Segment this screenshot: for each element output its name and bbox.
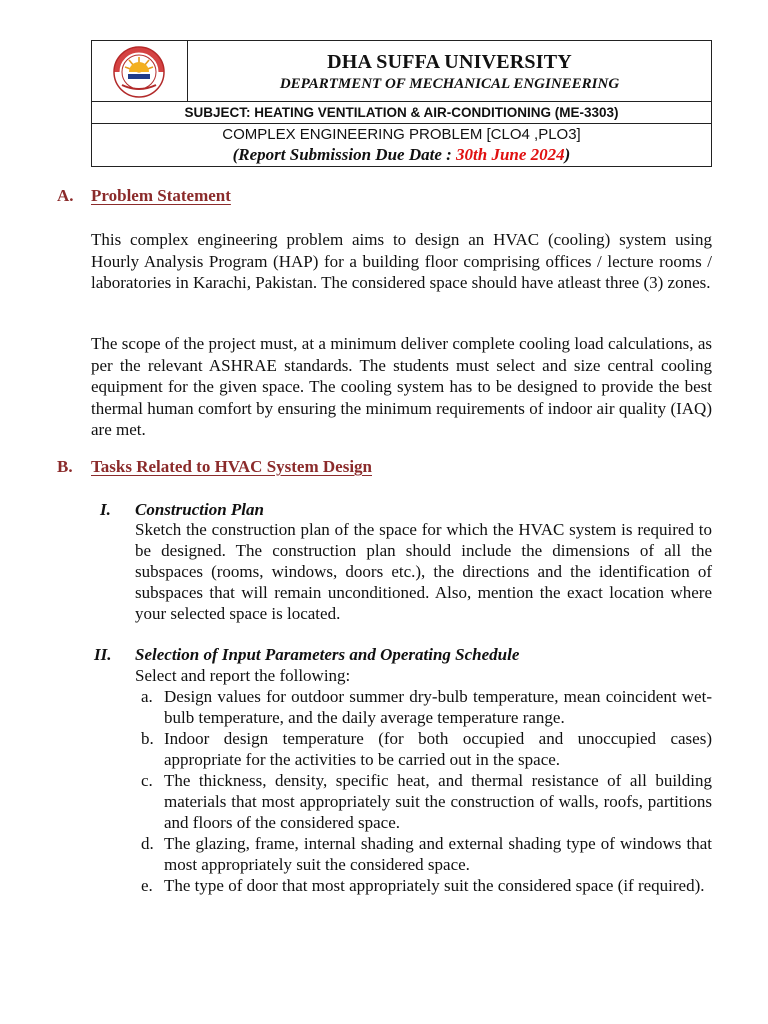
cep-row (92, 123, 711, 167)
task-1-body: Sketch the construction plan of the space for which the HVAC system is required to be designed. The construction plan should include the dimensions of all the subspaces (rooms, windows, doors etc.), the directions and the identification of subspaces that will remain unconditioned. Also, mention the exact location where your selected space is located. (135, 520, 712, 623)
list-item (135, 833, 712, 875)
section-b-label: B. (57, 457, 73, 476)
title-cell (188, 41, 711, 101)
problem-paragraph-1 (91, 229, 712, 294)
task-1-numeral: I. (100, 500, 111, 519)
problem-paragraph-2 (91, 333, 712, 441)
item-marker: c. (141, 771, 153, 790)
item-text: The type of door that most appropriately suit the considered space (if required). (164, 876, 705, 895)
paragraph-text: This complex engineering problem aims to design an HVAC (cooling) system using Hourly Analysis Program (HAP) for a building floor comprising offices / lecture rooms / laboratories in Karachi, Pakistan. The considered space should have atleast three (3) zones. (91, 230, 712, 292)
task-1-title: Construction Plan (135, 500, 264, 519)
item-text: The thickness, density, specific heat, and thermal resistance of all building materials that most appropriately suit the construction of walls, roofs, partitions and floors of the considered space. (164, 771, 712, 832)
paragraph-text: The scope of the project must, at a minimum deliver complete cooling load calculations, as per the relevant ASHRAE standards. The students must select and size central cooling equipment for the given space. The cooling system has to be designed to provide the best thermal human comfort by ensuring the minimum requirements of indoor air quality (IAQ) are met. (91, 334, 712, 439)
subject-line: SUBJECT: HEATING VENTILATION & AIR-CONDITIONING (ME-3303) (92, 102, 711, 124)
item-marker: b. (141, 729, 154, 748)
item-text: Design values for outdoor summer dry-bulb temperature, mean coincident wet-bulb temperature, and the daily average temperature range. (164, 687, 712, 727)
department-name: DEPARTMENT OF MECHANICAL ENGINEERING (279, 76, 620, 92)
task-2-title: Selection of Input Parameters and Operating Schedule (135, 645, 520, 664)
university-name: DHA SUFFA UNIVERSITY (327, 51, 572, 73)
list-item (135, 686, 712, 728)
due-prefix: (Report Submission Due Date : (232, 145, 457, 164)
item-text: The glazing, frame, internal shading and external shading type of windows that most appropriately suit the considered space. (164, 834, 712, 874)
task-2-numeral: II. (94, 645, 112, 664)
list-item (135, 875, 712, 896)
due-suffix: ) (564, 145, 571, 164)
due-date-line (92, 145, 711, 165)
header-table (91, 40, 712, 167)
header-top-row (92, 41, 711, 102)
cep-title: COMPLEX ENGINEERING PROBLEM [CLO4 ,PLO3] (222, 126, 581, 143)
section-b-title: Tasks Related to HVAC System Design (91, 457, 372, 476)
section-a-label: A. (57, 186, 74, 205)
logo-cell (92, 41, 188, 101)
due-date: 30th June 2024 (456, 145, 565, 164)
item-marker: d. (141, 834, 154, 853)
task-2-intro: Select and report the following: (135, 666, 351, 685)
task-2-items (135, 686, 712, 896)
list-item (135, 770, 712, 833)
list-item (135, 728, 712, 770)
item-marker: a. (141, 687, 153, 706)
university-logo (108, 45, 170, 99)
item-text: Indoor design temperature (for both occupied and unoccupied cases) appropriate for the activities to be carried out in the space. (164, 729, 712, 769)
item-marker: e. (141, 876, 153, 895)
section-a-title: Problem Statement (91, 186, 231, 205)
